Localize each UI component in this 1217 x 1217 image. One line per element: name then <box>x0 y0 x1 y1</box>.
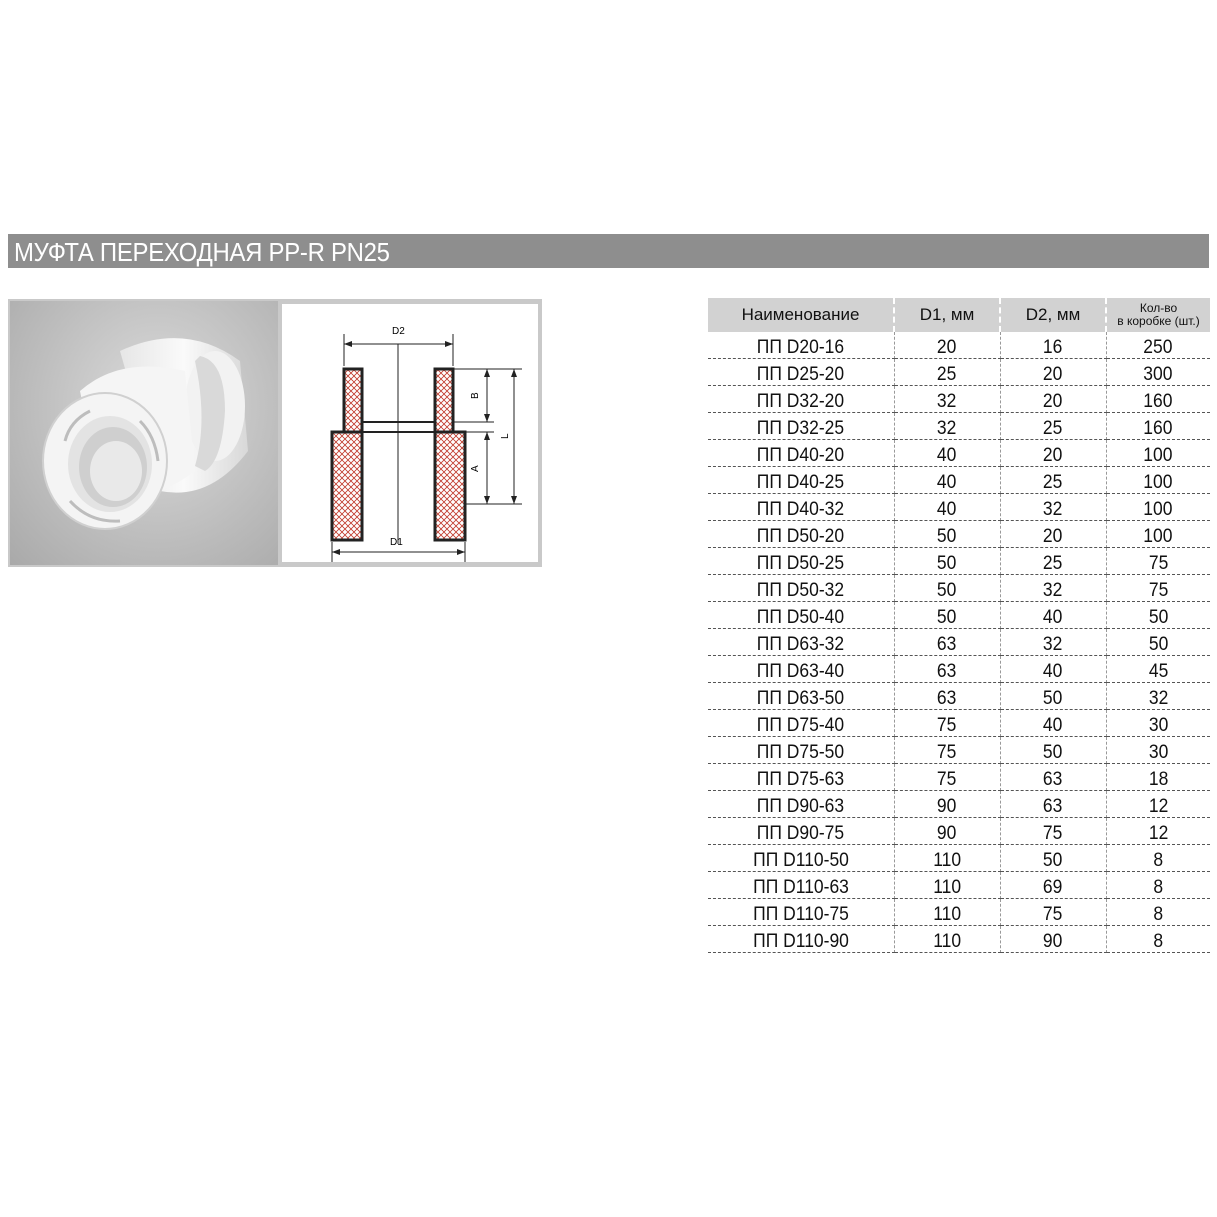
cell-d2-text: 20 <box>1043 391 1063 412</box>
table-row <box>708 521 1210 548</box>
cell-qty <box>1106 791 1210 818</box>
cell-qty-text: 300 <box>1143 364 1173 385</box>
cell-name-text: ПП D50-40 <box>757 607 845 628</box>
cell-d1-text: 40 <box>937 499 957 520</box>
cell-d1-text: 32 <box>937 391 957 412</box>
cell-d2-text: 32 <box>1043 634 1063 655</box>
cell-qty <box>1106 926 1210 953</box>
cell-qty <box>1106 899 1210 926</box>
cell-d1 <box>894 899 1000 926</box>
cell-d2-text: 50 <box>1043 850 1063 871</box>
cell-name <box>708 872 894 899</box>
table-row <box>708 602 1210 629</box>
coupling-cross-section-svg <box>282 304 538 562</box>
cell-d1 <box>894 440 1000 467</box>
header-name: Наименование <box>708 298 894 332</box>
cell-d2 <box>1000 359 1106 386</box>
table-row <box>708 413 1210 440</box>
cell-d1-text: 63 <box>937 688 957 709</box>
cell-d1 <box>894 926 1000 953</box>
cell-name <box>708 629 894 656</box>
cell-qty-text: 30 <box>1148 715 1168 736</box>
cell-d2 <box>1000 386 1106 413</box>
cell-name <box>708 791 894 818</box>
table-row <box>708 872 1210 899</box>
cell-d2-text: 16 <box>1043 337 1063 358</box>
cell-name-text: ПП D63-40 <box>757 661 845 682</box>
cell-d2-text: 90 <box>1043 931 1063 952</box>
cell-d1 <box>894 521 1000 548</box>
cell-qty <box>1106 440 1210 467</box>
cell-d2-text: 63 <box>1043 769 1063 790</box>
cell-d2 <box>1000 629 1106 656</box>
cell-qty <box>1106 575 1210 602</box>
cell-qty-text: 50 <box>1148 634 1168 655</box>
cell-d1 <box>894 845 1000 872</box>
cell-name <box>708 899 894 926</box>
cell-qty <box>1106 521 1210 548</box>
cell-d1 <box>894 386 1000 413</box>
cell-d1 <box>894 710 1000 737</box>
cell-name-text: ПП D63-50 <box>757 688 845 709</box>
cell-d1 <box>894 818 1000 845</box>
cell-d1-text: 110 <box>933 931 961 952</box>
table-row <box>708 629 1210 656</box>
cell-name-text: ПП D40-25 <box>757 472 845 493</box>
table-row <box>708 467 1210 494</box>
cell-name <box>708 494 894 521</box>
table-row <box>708 494 1210 521</box>
cell-qty-text: 75 <box>1148 580 1168 601</box>
table-row <box>708 656 1210 683</box>
cell-qty <box>1106 683 1210 710</box>
table-row <box>708 332 1210 359</box>
cell-d2 <box>1000 521 1106 548</box>
cell-d1-text: 110 <box>933 904 961 925</box>
table-row <box>708 845 1210 872</box>
header-d2: D2, мм <box>1000 298 1106 332</box>
cell-name <box>708 845 894 872</box>
cell-qty-text: 100 <box>1143 445 1173 466</box>
cell-qty <box>1106 602 1210 629</box>
cell-qty <box>1106 332 1210 359</box>
cell-d1-text: 25 <box>937 364 957 385</box>
cell-name-text: ПП D90-63 <box>757 796 845 817</box>
cell-d2 <box>1000 440 1106 467</box>
cell-qty <box>1106 737 1210 764</box>
table-row <box>708 683 1210 710</box>
cell-d2-text: 20 <box>1043 445 1063 466</box>
cell-name-text: ПП D63-32 <box>757 634 845 655</box>
image-panel <box>8 299 542 567</box>
title-bar <box>8 234 1209 268</box>
cell-qty <box>1106 359 1210 386</box>
cell-qty-text: 100 <box>1143 526 1173 547</box>
cell-d1 <box>894 413 1000 440</box>
cell-qty <box>1106 386 1210 413</box>
spec-table <box>708 298 1210 953</box>
drawing-label-l: L <box>500 433 511 439</box>
cell-d2 <box>1000 494 1106 521</box>
drawing-label-d2: D2 <box>392 326 405 337</box>
technical-drawing <box>282 304 538 562</box>
cell-name-text: ПП D90-75 <box>757 823 845 844</box>
table-row <box>708 926 1210 953</box>
table-row <box>708 899 1210 926</box>
cell-name-text: ПП D110-63 <box>752 877 849 898</box>
cell-name <box>708 818 894 845</box>
cell-qty-text: 30 <box>1148 742 1168 763</box>
cell-d1 <box>894 359 1000 386</box>
cell-name <box>708 575 894 602</box>
cell-name-text: ПП D20-16 <box>757 337 845 358</box>
cell-d2-text: 69 <box>1043 877 1063 898</box>
cell-d2 <box>1000 575 1106 602</box>
pipe-reducer-coupling-photo <box>10 301 278 565</box>
cell-name <box>708 602 894 629</box>
cell-d1-text: 75 <box>937 769 957 790</box>
cell-d2-text: 40 <box>1043 661 1063 682</box>
cell-d1-text: 40 <box>937 472 957 493</box>
cell-name <box>708 440 894 467</box>
cell-d1 <box>894 683 1000 710</box>
cell-name <box>708 710 894 737</box>
cell-d2-text: 40 <box>1043 715 1063 736</box>
cell-name <box>708 548 894 575</box>
table-header-row <box>708 298 1210 332</box>
header-qty <box>1106 298 1210 332</box>
cell-d1 <box>894 575 1000 602</box>
cell-name <box>708 683 894 710</box>
cell-d2-text: 75 <box>1043 823 1063 844</box>
table-body <box>708 332 1210 953</box>
cell-d2 <box>1000 818 1106 845</box>
cell-d2 <box>1000 710 1106 737</box>
cell-name <box>708 521 894 548</box>
table-row <box>708 575 1210 602</box>
cell-d1 <box>894 494 1000 521</box>
cell-d2 <box>1000 764 1106 791</box>
table-row <box>708 764 1210 791</box>
cell-d2 <box>1000 413 1106 440</box>
cell-d2-text: 75 <box>1043 904 1063 925</box>
cell-d2 <box>1000 683 1106 710</box>
cell-d2 <box>1000 602 1106 629</box>
cell-name-text: ПП D110-75 <box>752 904 849 925</box>
cell-name-text: ПП D75-63 <box>757 769 845 790</box>
cell-name-text: ПП D110-50 <box>752 850 849 871</box>
cell-d1-text: 32 <box>937 418 957 439</box>
cell-qty-text: 250 <box>1143 337 1173 358</box>
cell-d1 <box>894 467 1000 494</box>
cell-qty-text: 160 <box>1143 391 1173 412</box>
cell-d2-text: 20 <box>1043 526 1063 547</box>
drawing-label-b: B <box>470 392 481 399</box>
cell-d1-text: 40 <box>937 445 957 466</box>
cell-name <box>708 764 894 791</box>
cell-d1 <box>894 332 1000 359</box>
cell-qty <box>1106 629 1210 656</box>
table-row <box>708 818 1210 845</box>
cell-qty-text: 18 <box>1148 769 1168 790</box>
cell-d2-text: 25 <box>1043 553 1063 574</box>
cell-qty-text: 8 <box>1153 877 1164 898</box>
cell-qty <box>1106 818 1210 845</box>
cell-qty-text: 45 <box>1148 661 1168 682</box>
cell-d2 <box>1000 332 1106 359</box>
cell-qty-text: 32 <box>1148 688 1168 709</box>
cell-d1-text: 75 <box>937 742 957 763</box>
cell-d2-text: 50 <box>1043 688 1063 709</box>
cell-qty <box>1106 845 1210 872</box>
table-row <box>708 710 1210 737</box>
coupling-photo-svg <box>10 301 278 565</box>
cell-name-text: ПП D40-20 <box>757 445 845 466</box>
cell-qty-text: 12 <box>1148 823 1168 844</box>
cell-d2-text: 25 <box>1043 418 1063 439</box>
cell-name <box>708 656 894 683</box>
cell-qty-text: 160 <box>1143 418 1173 439</box>
table-row <box>708 548 1210 575</box>
table-row <box>708 791 1210 818</box>
cell-name-text: ПП D50-20 <box>757 526 845 547</box>
cell-d1-text: 50 <box>937 553 957 574</box>
cell-d1 <box>894 872 1000 899</box>
cell-d2 <box>1000 791 1106 818</box>
header-qty-line2: в коробке (шт.) <box>1117 314 1200 328</box>
cell-qty-text: 8 <box>1153 931 1164 952</box>
cell-d1-text: 110 <box>933 877 961 898</box>
cell-d1 <box>894 656 1000 683</box>
cell-d1 <box>894 737 1000 764</box>
table-row <box>708 386 1210 413</box>
cell-d1 <box>894 629 1000 656</box>
cell-d1-text: 90 <box>937 823 957 844</box>
cell-d2 <box>1000 548 1106 575</box>
cell-d1-text: 63 <box>937 661 957 682</box>
cell-name-text: ПП D32-20 <box>757 391 845 412</box>
cell-d1 <box>894 791 1000 818</box>
cell-name-text: ПП D75-40 <box>757 715 845 736</box>
cell-qty-text: 12 <box>1148 796 1168 817</box>
header-qty-line1: Кол-во <box>1139 301 1178 315</box>
cell-d2-text: 32 <box>1043 499 1063 520</box>
cell-qty-text: 100 <box>1143 499 1173 520</box>
cell-d1-text: 90 <box>937 796 957 817</box>
cell-d2 <box>1000 845 1106 872</box>
cell-qty-text: 75 <box>1148 553 1168 574</box>
cell-name-text: ПП D110-90 <box>752 931 849 952</box>
cell-name <box>708 359 894 386</box>
cell-name <box>708 413 894 440</box>
cell-d1-text: 50 <box>937 580 957 601</box>
cell-d2 <box>1000 656 1106 683</box>
cell-qty <box>1106 467 1210 494</box>
cell-qty <box>1106 494 1210 521</box>
cell-d2-text: 32 <box>1043 580 1063 601</box>
cell-d2-text: 40 <box>1043 607 1063 628</box>
cell-qty <box>1106 710 1210 737</box>
table-row <box>708 440 1210 467</box>
cell-d2-text: 50 <box>1043 742 1063 763</box>
cell-qty-text: 50 <box>1148 607 1168 628</box>
cell-qty <box>1106 413 1210 440</box>
cell-qty-text: 100 <box>1143 472 1173 493</box>
cell-d2 <box>1000 737 1106 764</box>
cell-name-text: ПП D32-25 <box>757 418 845 439</box>
cell-name-text: ПП D75-50 <box>757 742 845 763</box>
cell-d1-text: 50 <box>937 607 957 628</box>
cell-d2 <box>1000 926 1106 953</box>
drawing-label-d1: D1 <box>390 537 403 548</box>
cell-name <box>708 332 894 359</box>
cell-d1 <box>894 602 1000 629</box>
cell-name-text: ПП D40-32 <box>757 499 845 520</box>
cell-d1-text: 110 <box>933 850 961 871</box>
cell-d1-text: 63 <box>937 634 957 655</box>
cell-d2 <box>1000 899 1106 926</box>
cell-d2-text: 63 <box>1043 796 1063 817</box>
cell-qty <box>1106 548 1210 575</box>
cell-d2 <box>1000 872 1106 899</box>
cell-name-text: ПП D50-25 <box>757 553 845 574</box>
cell-qty-text: 8 <box>1153 904 1164 925</box>
drawing-label-a: A <box>470 465 481 472</box>
cell-name-text: ПП D25-20 <box>757 364 845 385</box>
cell-name <box>708 386 894 413</box>
cell-qty-text: 8 <box>1153 850 1164 871</box>
cell-name <box>708 737 894 764</box>
cell-d1-text: 50 <box>937 526 957 547</box>
table-row <box>708 737 1210 764</box>
cell-qty <box>1106 872 1210 899</box>
cell-d1 <box>894 548 1000 575</box>
table-row <box>708 359 1210 386</box>
cell-qty <box>1106 764 1210 791</box>
cell-d1-text: 75 <box>937 715 957 736</box>
cell-d1 <box>894 764 1000 791</box>
cell-d1-text: 20 <box>937 337 957 358</box>
page-title: МУФТА ПЕРЕХОДНАЯ PP-R PN25 <box>14 237 390 267</box>
cell-d2 <box>1000 467 1106 494</box>
cell-qty <box>1106 656 1210 683</box>
cell-name-text: ПП D50-32 <box>757 580 845 601</box>
cell-name <box>708 926 894 953</box>
cell-name <box>708 467 894 494</box>
cell-d2-text: 20 <box>1043 364 1063 385</box>
header-d1: D1, мм <box>894 298 1000 332</box>
cell-d2-text: 25 <box>1043 472 1063 493</box>
